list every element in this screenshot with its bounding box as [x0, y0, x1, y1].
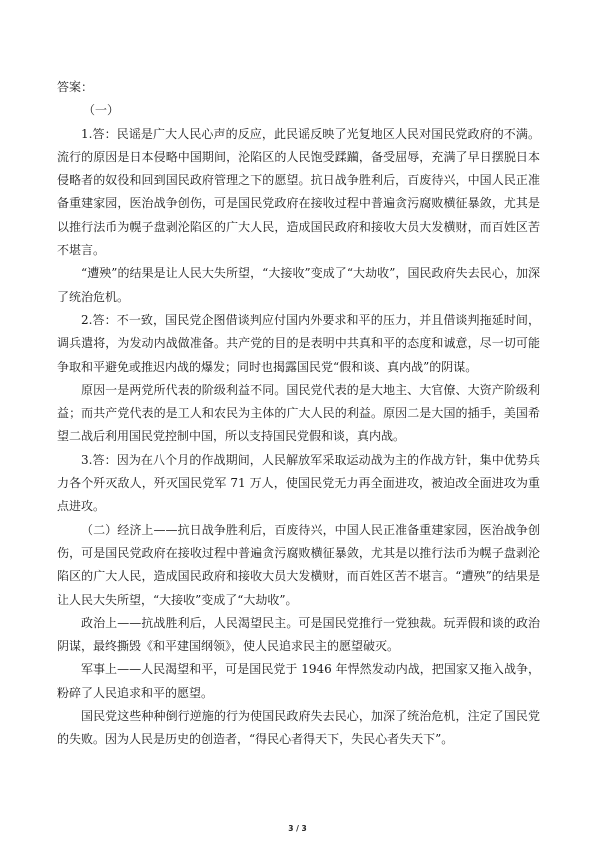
page-number: 3 / 3	[288, 824, 307, 833]
part-one-label: （一）	[83, 103, 120, 118]
answer-paragraph-6: （二）经济上——抗日战争胜利后，百废待兴，中国人民正准备重建家园，医治战争创伤，可是国民党政府在接收过程中普遍贪污腐败横征暴敛，尤其是以推行法币为幌子盘剥沦陷区的广大人民，造成国民政府和接收大员大发横财，而百姓区苦不堪言。“遭殃”的结果是让人民大失所望，“大接收”变成了“大劫收”。	[57, 522, 540, 607]
answer-heading: 答案：	[57, 80, 94, 94]
answer-paragraph-3: 2.答：不一致，国民党企图借谈判应付国内外要求和平的压力，并且借谈判拖延时间，调兵遣将，为发动内战做准备。共产党的目的是表明中共真和平的态度和诚意，尽一切可能争取和平避免或推迟内战的爆发；同时也揭露国民党“假和谈、真内战”的阴谋。	[57, 312, 540, 374]
answer-paragraph-9: 国民党这些种种倒行逆施的行为使国民政府失去民心，加深了统治危机，注定了国民党的失败。因为人民是历史的创造者，“得民心者得天下，失民心者失天下”。	[57, 709, 540, 747]
answer-paragraph-2: “遭殃”的结果是让人民大失所望，“大接收”变成了“大劫收”，国民政府失去民心，加深了统治危机。	[57, 266, 540, 304]
answer-paragraph-7: 政治上——抗战胜利后，人民渴望民主。可是国民党推行一党独裁。玩弄假和谈的政治阴谋，最终撕毁《和平建国纲领》，使人民追求民主的愿望破灭。	[57, 615, 540, 654]
answer-paragraph-4: 原因一是两党所代表的阶级利益不同。国民党代表的是大地主、大官僚、大资产阶级利益；而共产党代表的是工人和农民为主体的广大人民的利益。原因二是大国的插手，美国希望二战后利用国民党控制中国，所以支持国民党假和谈，真内战。	[57, 382, 540, 444]
answer-paragraph-8: 军事上——人民渴望和平，可是国民党于 1946 年悍然发动内战，把国家又拖入战争，粉碎了人民追求和平的愿望。	[57, 662, 540, 700]
answer-paragraph-1: 1.答：民谣是广大人民心声的反应，此民谣反映了光复地区人民对国民党政府的不满。流行的原因是日本侵略中国期间，沦陷区的人民饱受蹂躏，备受屈辱，充满了早日摆脱日本侵略者的奴役和回到国民政府管理之下的愿望。抗日战争胜利后，百废待兴，中国人民正准备重建家园，医治战争创伤，可是国民党政府在接收过程中普遍贪污腐败横征暴敛，尤其是以推行法币为幌子盘剥沦陷区的广大人民，造成国民政府和接收大员大发横财，而百姓区苦不堪言。	[57, 126, 540, 258]
answer-paragraph-5: 3.答：因为在八个月的作战期间，人民解放军采取运动战为主的作战方针，集中优势兵力各个歼灭敌人，歼灭国民党军 71 万人，使国民党无力再全面进攻，被迫改全面进攻为重点进攻。	[57, 452, 540, 514]
document-body	[57, 76, 540, 752]
